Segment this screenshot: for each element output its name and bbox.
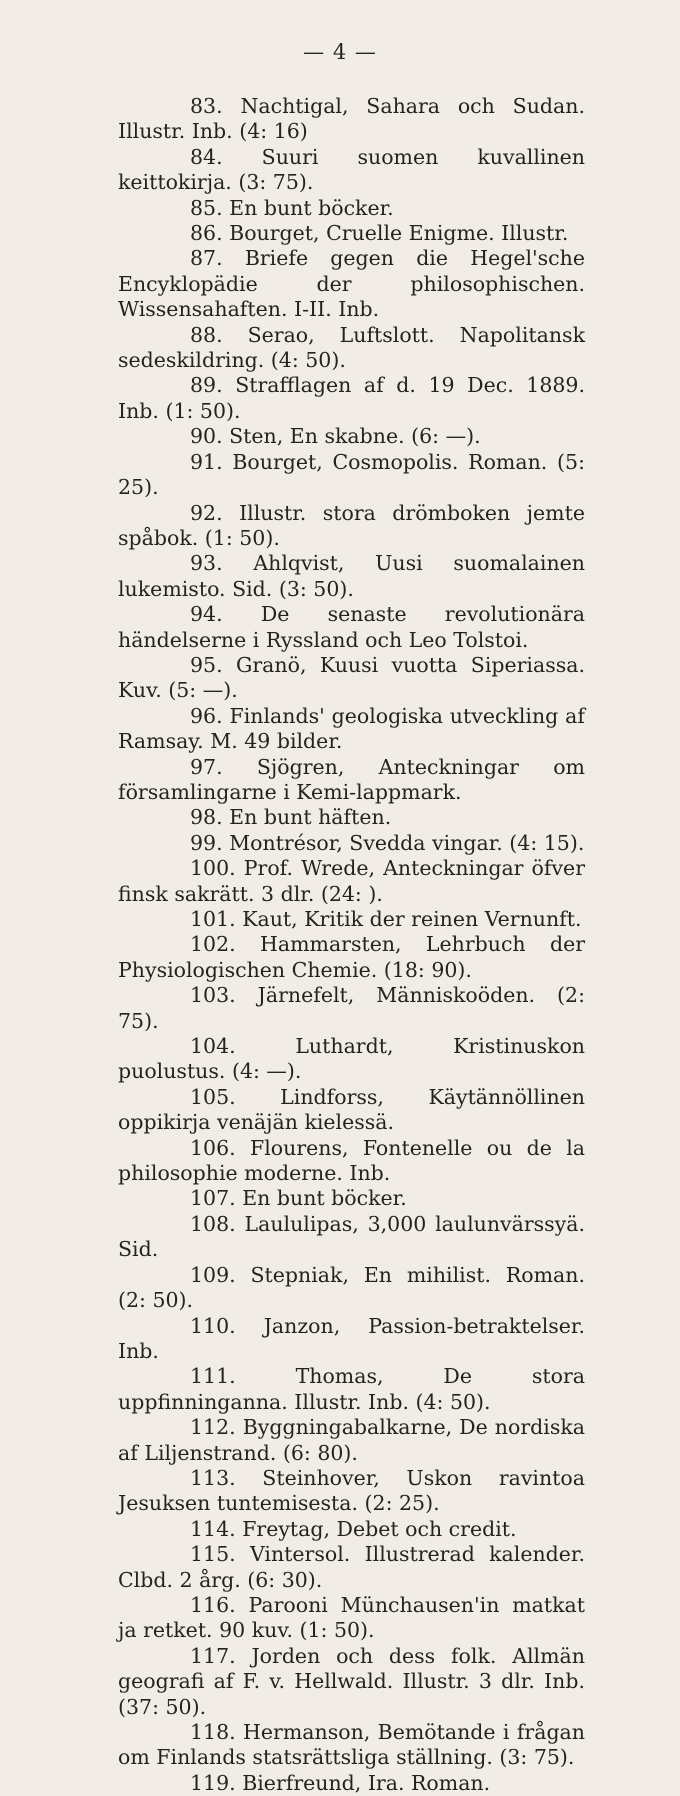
- entry-number: 84.: [190, 144, 223, 169]
- entry-number: 100.: [190, 856, 236, 881]
- catalog-entry: [118, 551, 585, 602]
- entry-text: Granö, Kuusi vuotta Siperiassa. Kuv. (5: —).: [118, 652, 585, 703]
- entry-number: 104.: [190, 1034, 236, 1059]
- catalog-entry: [118, 1466, 585, 1517]
- entry-text: En bunt böcker.: [229, 195, 394, 220]
- entry-number: 108.: [190, 1211, 236, 1236]
- catalog-entry: [118, 450, 585, 501]
- catalog-entry: [118, 1186, 585, 1211]
- entry-text: De senaste revolutionära händelserne i Ryssland och Leo Tolstoi.: [118, 602, 585, 652]
- entry-text: Lindforss, Käytännöllinen oppikirja venäjän kielessä.: [118, 1084, 585, 1135]
- entry-text: Freytag, Debet och credit.: [242, 1516, 517, 1541]
- entry-text: Steinhover, Uskon ravintoa Jesuksen tuntemisesta. (2: 25).: [118, 1465, 585, 1516]
- entry-number: 101.: [190, 907, 236, 931]
- entry-text: Stepniak, En mihilist. Roman. (2: 50).: [118, 1262, 585, 1313]
- catalog-entry: [118, 424, 585, 449]
- entry-text: Sten, En skabne. (6: —).: [229, 424, 481, 449]
- entry-number: 87.: [190, 246, 223, 271]
- entry-text: Jorden och dess folk. Allmän geografi af F. v. Hellwald. Illustr. 3 dlr. Inb. (37: 50).: [118, 1643, 585, 1719]
- entry-text: Hermanson, Bemötande i frågan om Finlands statsrättsliga ställning. (3: 75).: [118, 1720, 585, 1770]
- catalog-entry: [118, 755, 585, 806]
- entry-text: Janzon, Passion-betraktelser. Inb.: [118, 1313, 585, 1363]
- catalog-entry: [118, 373, 585, 424]
- entry-number: 96.: [190, 703, 223, 728]
- catalog-entry: [118, 1136, 585, 1187]
- catalog-entry: [118, 1593, 585, 1644]
- entry-text: En bunt häften.: [229, 805, 392, 830]
- catalog-entry: [118, 94, 585, 145]
- catalog-entry: [118, 831, 585, 856]
- entry-number: 91.: [190, 449, 223, 474]
- catalog-entry: [118, 1415, 585, 1466]
- entry-text: Prof. Wrede, Anteckningar öfver finsk sakrätt. 3 dlr. (24: ).: [118, 856, 585, 906]
- entry-number: 98.: [190, 805, 223, 830]
- catalog-entry: [118, 323, 585, 374]
- entry-number: 112.: [190, 1415, 236, 1440]
- entry-text: Bourget, Cosmopolis. Roman. (5: 25).: [118, 449, 585, 500]
- entry-text: Flourens, Fontenelle ou de la philosophie moderne. Inb.: [118, 1135, 585, 1186]
- catalog-entry: [118, 1517, 585, 1542]
- entry-text: Finlands' geologiska utveckling af Ramsay. M. 49 bilder.: [118, 703, 585, 754]
- entry-number: 118.: [190, 1720, 236, 1744]
- entry-number: 115.: [190, 1542, 236, 1567]
- entry-number: 93.: [190, 551, 223, 576]
- entry-text: Ahlqvist, Uusi suomalainen lukemisto. Sid. (3: 50).: [118, 551, 585, 601]
- catalog-entry: [118, 1034, 585, 1085]
- catalog-entry: [118, 1542, 585, 1593]
- catalog-entry: [118, 1720, 585, 1771]
- entry-number: 110.: [190, 1313, 236, 1338]
- entry-number: 119.: [190, 1770, 236, 1795]
- entry-text: Parooni Münchausen'in matkat ja retket. 90 kuv. (1: 50).: [118, 1592, 585, 1643]
- entry-number: 102.: [190, 932, 236, 957]
- catalog-entry: [118, 246, 585, 322]
- entry-number: 95.: [190, 652, 223, 677]
- catalog-entry: [118, 1212, 585, 1263]
- entry-number: 103.: [190, 983, 236, 1008]
- entry-text: Nachtigal, Sahara och Sudan. Illustr. Inb. (4: 16): [118, 94, 585, 144]
- entry-number: 89.: [190, 373, 223, 398]
- entry-number: 109.: [190, 1262, 236, 1287]
- entry-text: Sjögren, Anteckningar om församlingarne i Kemi-lappmark.: [118, 754, 585, 804]
- entry-text: Suuri suomen kuvallinen keittokirja. (3: 75).: [118, 144, 585, 195]
- entry-number: 85.: [190, 195, 223, 220]
- entry-number: 114.: [190, 1516, 236, 1541]
- entry-text: Kaut, Kritik der reinen Vernunft.: [242, 907, 582, 931]
- catalog-entry: [118, 983, 585, 1034]
- catalog-entry: [118, 1085, 585, 1136]
- catalog-entry: [118, 196, 585, 221]
- entry-text: Strafflagen af d. 19 Dec. 1889. Inb. (1: 50).: [118, 373, 585, 423]
- entry-number: 107.: [190, 1186, 236, 1211]
- catalog-entry: [118, 145, 585, 196]
- catalog-entry: [118, 221, 585, 246]
- catalog-entry: [118, 602, 585, 653]
- entry-number: 106.: [190, 1135, 236, 1160]
- entry-number: 105.: [190, 1084, 236, 1109]
- entry-number: 83.: [190, 94, 223, 118]
- catalog-entry: [118, 805, 585, 830]
- entry-number: 88.: [190, 322, 223, 347]
- entry-number: 99.: [190, 830, 223, 855]
- entry-text: Hammarsten, Lehrbuch der Physiologischen Chemie. (18: 90).: [118, 932, 585, 982]
- entry-number: 113.: [190, 1465, 236, 1490]
- catalog-entry: [118, 1771, 585, 1796]
- entry-text: Vintersol. Illustrerad kalender. Clbd. 2 årg. (6: 30).: [118, 1542, 585, 1592]
- entry-number: 116.: [190, 1592, 236, 1617]
- entry-number: 94.: [190, 602, 223, 627]
- entry-text: Järnefelt, Människoöden. (2: 75).: [118, 983, 585, 1033]
- page-number: — 4 —: [303, 40, 377, 64]
- entry-text: Illustr. stora drömboken jemte spåbok. (1: 50).: [118, 500, 585, 550]
- entry-text: Montrésor, Svedda vingar. (4: 15).: [229, 830, 585, 855]
- entry-text: Briefe gegen die Hegel'sche Encyklopädie der philosophischen. Wissensahaften. I-II. Inb.: [118, 246, 585, 322]
- entry-text: Thomas, De stora uppfinninganna. Illustr. Inb. (4: 50).: [118, 1364, 585, 1414]
- entry-text: Serao, Luftslott. Napolitansk sedeskildring. (4: 50).: [118, 322, 585, 373]
- entry-number: 117.: [190, 1643, 236, 1668]
- catalog-entry: [118, 653, 585, 704]
- catalog-entry: [118, 932, 585, 983]
- catalog-entry: [118, 1364, 585, 1415]
- catalog-entry: [118, 501, 585, 552]
- catalog-entry: [118, 1263, 585, 1314]
- entry-number: 92.: [190, 500, 223, 525]
- catalog-entry: [118, 1314, 585, 1365]
- entry-text: Byggningabalkarne, De nordiska af Liljenstrand. (6: 80).: [118, 1415, 585, 1465]
- catalog-entry: [118, 907, 585, 932]
- catalog-entry: [118, 1644, 585, 1720]
- entry-number: 90.: [190, 424, 223, 449]
- entry-text: Bierfreund, Ira. Roman.: [242, 1770, 491, 1795]
- entry-number: 86.: [190, 221, 223, 246]
- entry-text: En bunt böcker.: [242, 1186, 407, 1211]
- entry-number: 97.: [190, 754, 223, 779]
- entry-text: Bourget, Cruelle Enigme. Illustr.: [229, 221, 569, 246]
- entry-text: Laululipas, 3,000 laulunvärssyä. Sid.: [118, 1211, 585, 1262]
- catalog-entry: [118, 704, 585, 755]
- entry-number: 111.: [190, 1364, 236, 1389]
- entry-text: Luthardt, Kristinuskon puolustus. (4: —).: [118, 1034, 585, 1084]
- catalog-entries: [118, 94, 585, 1796]
- catalog-entry: [118, 856, 585, 907]
